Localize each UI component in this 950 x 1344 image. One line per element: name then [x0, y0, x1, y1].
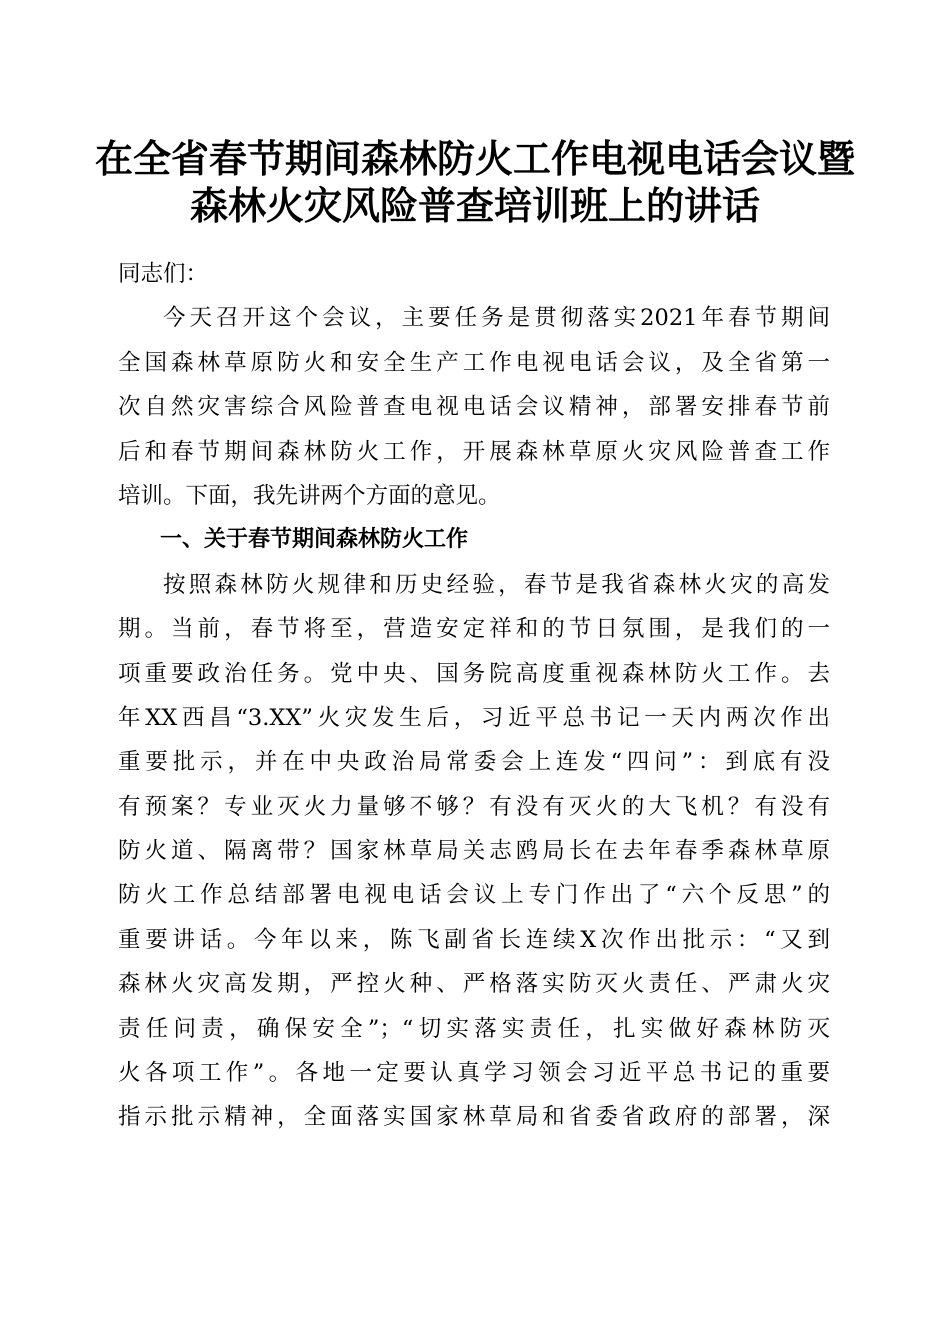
paragraph-1-line: 全国森林草原防火和安全生产工作电视电话会议，及全省第一 — [118, 349, 830, 376]
paragraph-2-line: 按照森林防火规律和历史经验，春节是我省森林火灾的高发 — [163, 571, 830, 598]
section-heading-1: 一、关于春节期间森林防火工作 — [160, 527, 469, 553]
paragraph-2-line: 森林火灾高发期，严控火种、严格落实防灭火责任、严肃火灾 — [118, 971, 830, 998]
paragraph-2-line: 重要批示，并在中央政治局常委会上连发“四问”：到底有没 — [118, 749, 830, 776]
paragraph-2-line: 重要讲话。今年以来，陈飞副省长连续X次作出批示：“又到 — [118, 926, 830, 953]
paragraph-2-line: 年XX西昌“3.XX”火灾发生后，习近平总书记一天内两次作出 — [118, 704, 830, 731]
document-title-line-2: 森林火灾风险普查培训班上的讲话 — [189, 183, 760, 228]
salutation: 同志们： — [118, 261, 209, 287]
document-title-line-1: 在全省春节期间森林防火工作电视电话会议暨 — [94, 136, 855, 181]
document-body — [118, 252, 830, 1140]
paragraph-2-line: 项重要政治任务。党中央、国务院高度重视森林防火工作。去 — [118, 660, 830, 687]
paragraph-2-line: 防火工作总结部署电视电话会议上专门作出了“六个反思”的 — [118, 882, 830, 909]
paragraph-2-line: 期。当前，春节将至，营造安定祥和的节日氛围，是我们的一 — [118, 616, 830, 643]
paragraph-1-line: 次自然灾害综合风险普查电视电话会议精神，部署安排春节前 — [118, 394, 830, 421]
paragraph-2-line: 指示批示精神，全面落实国家林草局和省委省政府的部署，深 — [118, 1104, 830, 1131]
paragraph-1-line: 后和春节期间森林防火工作，开展森林草原火灾风险普查工作 — [118, 438, 830, 465]
paragraph-1-line: 培训。下面，我先讲两个方面的意见。 — [118, 482, 501, 509]
paragraph-2-line: 有预案？专业灭火力量够不够？有没有灭火的大飞机？有没有 — [118, 793, 830, 820]
paragraph-2-line: 责任问责，确保安全”；“切实落实责任，扎实做好森林防灭 — [118, 1015, 830, 1042]
paragraph-2-line: 防火道、隔离带？国家林草局关志鸥局长在去年春季森林草原 — [118, 838, 830, 865]
paragraph-2-line: 火各项工作”。各地一定要认真学习领会习近平总书记的重要 — [118, 1060, 830, 1087]
paragraph-1-line: 今天召开这个会议，主要任务是贯彻落实2021年春节期间 — [163, 305, 830, 332]
